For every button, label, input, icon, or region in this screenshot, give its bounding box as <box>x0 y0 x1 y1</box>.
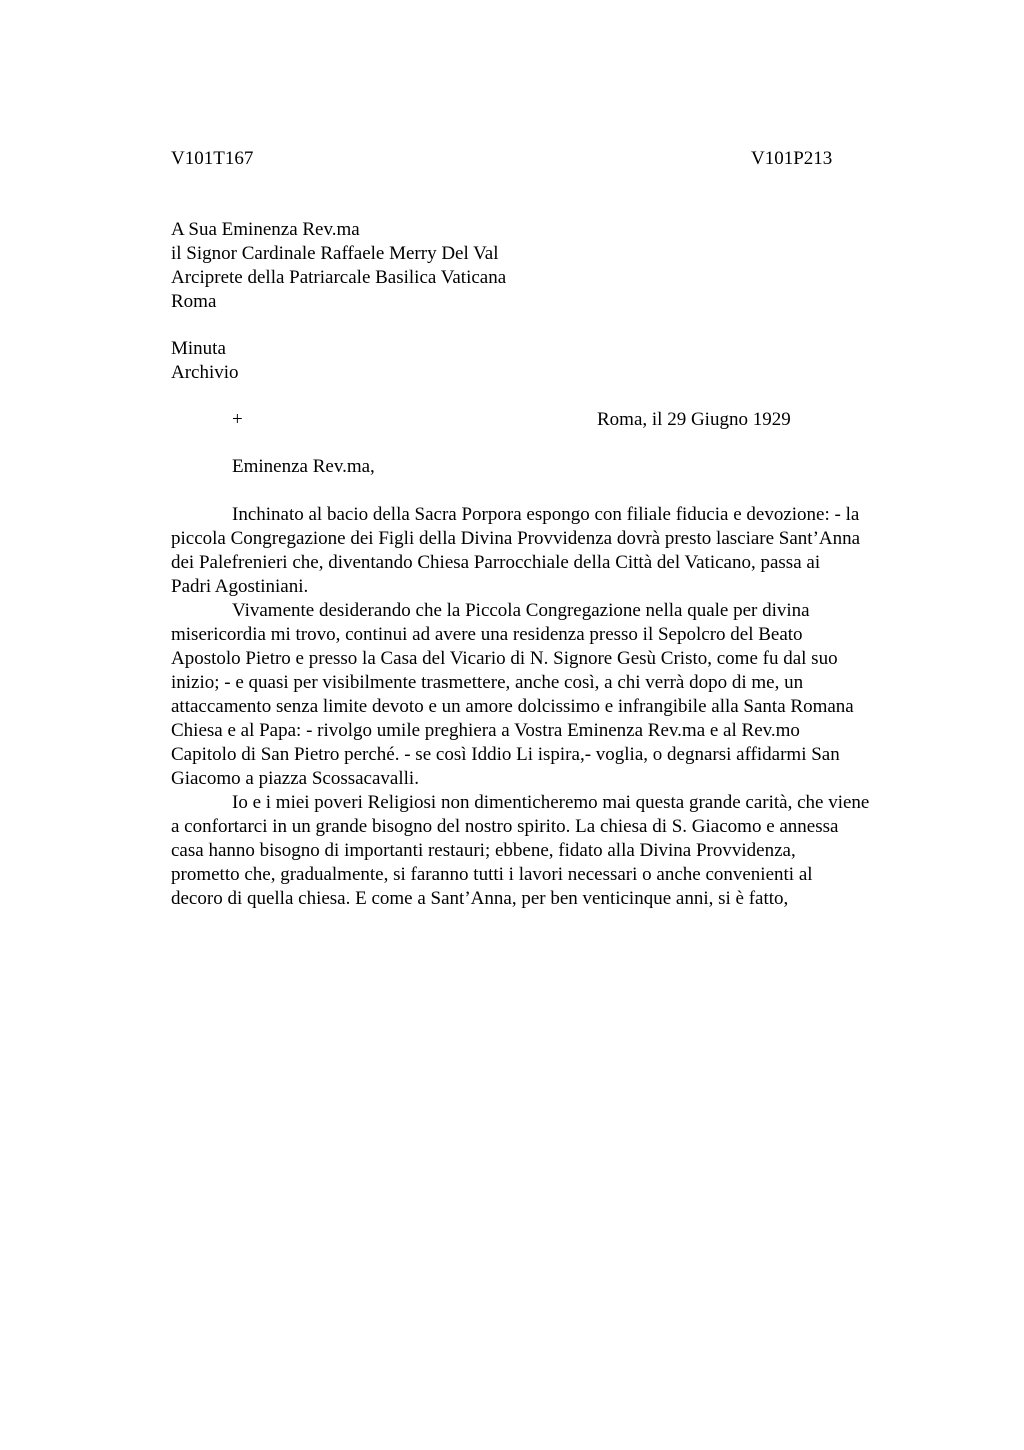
body-line: Io e i miei poveri Religiosi non dimenticheremo mai questa grande carità, che viene <box>232 792 870 813</box>
body-line: Inchinato al bacio della Sacra Porpora espongo con filiale fiducia e devozione: - la <box>232 504 860 525</box>
body-line: attaccamento senza limite devoto e un amore dolcissimo e infrangibile alla Santa Romana <box>171 696 854 717</box>
body-line: a confortarci in un grande bisogno del nostro spirito. La chiesa di S. Giacomo e annessa <box>171 816 839 837</box>
body-line: Giacomo a piazza Scossacavalli. <box>171 768 419 789</box>
body-line: dei Palefrenieri che, diventando Chiesa Parrocchiale della Città del Vaticano, passa ai <box>171 552 821 573</box>
document-code-left: V101T167 <box>171 148 254 169</box>
body-line: Chiesa e al Papa: - rivolgo umile preghiera a Vostra Eminenza Rev.ma e al Rev.mo <box>171 720 800 741</box>
cross-mark: + <box>232 409 243 430</box>
body-line: Capitolo di San Pietro perché. - se così Iddio Li ispira,- voglia, o degnarsi affidarmi San <box>171 744 840 765</box>
salutation: Eminenza Rev.ma, <box>232 456 375 477</box>
place-date: Roma, il 29 Giugno 1929 <box>597 409 791 430</box>
note-line: Minuta <box>171 338 226 359</box>
document-code-right: V101P213 <box>751 148 833 169</box>
address-line: Roma <box>171 291 217 312</box>
body-line: piccola Congregazione dei Figli della Divina Provvidenza dovrà presto lasciare Sant’Anna <box>171 528 861 549</box>
address-line: Arciprete della Patriarcale Basilica Vaticana <box>171 267 507 288</box>
body-line: decoro di quella chiesa. E come a Sant’Anna, per ben venticinque anni, si è fatto, <box>171 888 789 909</box>
archive-notes <box>171 337 239 385</box>
note-line: Archivio <box>171 362 239 383</box>
address-line: A Sua Eminenza Rev.ma <box>171 219 360 240</box>
letter-body <box>171 503 869 911</box>
recipient-address <box>171 218 506 314</box>
body-line: inizio; - e quasi per visibilmente trasmettere, anche così, a chi verrà dopo di me, un <box>171 672 804 693</box>
body-line: Vivamente desiderando che la Piccola Congregazione nella quale per divina <box>232 600 810 621</box>
body-line: prometto che, gradualmente, si faranno tutti i lavori necessari o anche convenienti al <box>171 864 813 885</box>
body-line: Apostolo Pietro e presso la Casa del Vicario di N. Signore Gesù Cristo, come fu dal suo <box>171 648 838 669</box>
body-line: casa hanno bisogno di importanti restauri; ebbene, fidato alla Divina Provvidenza, <box>171 840 796 861</box>
address-line: il Signor Cardinale Raffaele Merry Del Val <box>171 243 499 264</box>
body-line: misericordia mi trovo, continui ad avere una residenza presso il Sepolcro del Beato <box>171 624 803 645</box>
body-line: Padri Agostiniani. <box>171 576 309 597</box>
